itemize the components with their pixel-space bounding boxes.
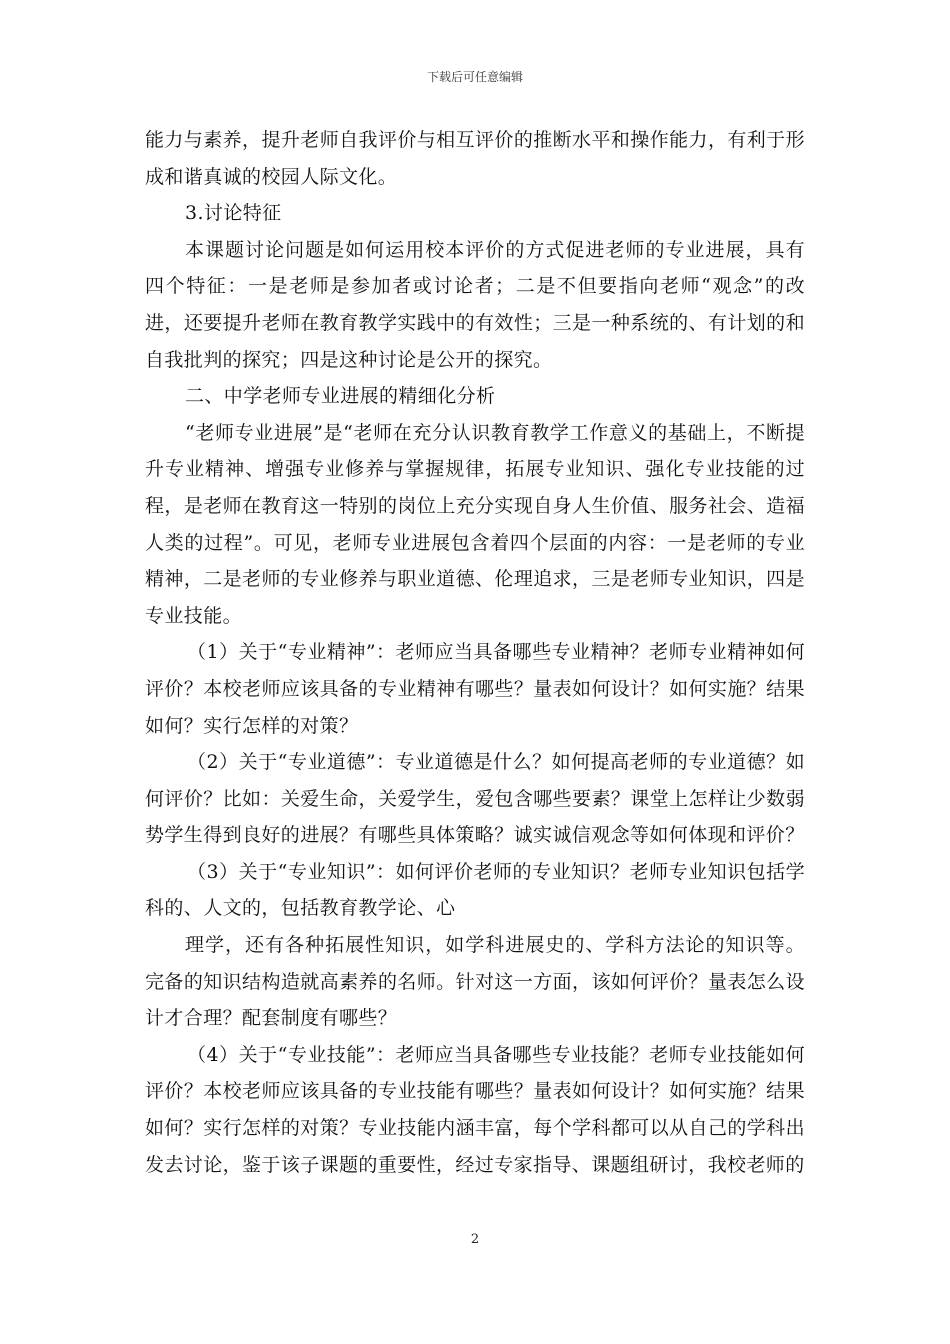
document-body xyxy=(145,122,805,1183)
paragraph-knowledge-continued: 理学，还有各种拓展性知识，如学科进展史的、学科方法论的知识等。完备的知识结构造就高素养的名师。针对这一方面，该如何评价？量表怎么设计才合理？配套制度有哪些？ xyxy=(145,934,805,1030)
paragraph-professional-skills: （4）关于“专业技能”：老师应当具备哪些专业技能？老师专业技能如何评价？本校老师应该具备的专业技能有哪些？量表如何设计？如何实施？结果如何？实行怎样的对策？专业技能内涵丰富，每个学科都可以从自己的学科出发去讨论，鉴于该子课题的重要性，经过专家指导、课题组研讨，我校老师的 xyxy=(145,1043,805,1176)
paragraph-definition: “老师专业进展”是“老师在充分认识教育教学工作意义的基础上，不断提升专业精神、增强专业修养与掌握规律，拓展专业知识、强化专业技能的过程，是老师在教育这一特别的岗位上充分实现自身人生价值、服务社会、造福人类的过程”。可见，老师专业进展包含着四个层面的内容：一是老师的专业精神，二是老师的专业修养与职业道德、伦理追求，三是老师专业知识，四是专业技能。 xyxy=(145,421,805,627)
section-heading-research-features: 3.讨论特征 xyxy=(185,202,282,225)
paragraph-professional-spirit: （1）关于“专业精神”：老师应当具备哪些专业精神？老师专业精神如何评价？本校老师应该具备的专业精神有哪些？量表如何设计？如何实施？结果如何？实行怎样的对策？ xyxy=(145,641,805,737)
page-header: 下载后可任意编辑 xyxy=(426,70,523,84)
paragraph-research-features: 本课题讨论问题是如何运用校本评价的方式促进老师的专业进展，具有四个特征：一是老师是参加者或讨论者；二是不但要指向老师“观念”的改进，还要提升老师在教育教学实践中的有效性；三是一种系统的、有计划的和自我批判的探究；四是这种讨论是公开的探究。 xyxy=(145,238,805,371)
paragraph-professional-knowledge: （3）关于“专业知识”：如何评价老师的专业知识？老师专业知识包括学科的、人文的，包括教育教学论、心 xyxy=(145,860,805,920)
paragraph-continued: 能力与素养，提升老师自我评价与相互评价的推断水平和操作能力，有利于形成和谐真诚的校园人际文化。 xyxy=(145,129,805,188)
section-heading-analysis: 二、中学老师专业进展的精细化分析 xyxy=(185,385,496,408)
page-number: 2 xyxy=(470,1232,480,1247)
paragraph-professional-ethics: （2）关于“专业道德”：专业道德是什么？如何提高老师的专业道德？如何评价？比如：关爱生命，关爱学生，爱包含哪些要素？课堂上怎样让少数弱势学生得到良好的进展？有哪些具体策略？诚实诚信观念等如何体现和评价？ xyxy=(145,751,805,847)
